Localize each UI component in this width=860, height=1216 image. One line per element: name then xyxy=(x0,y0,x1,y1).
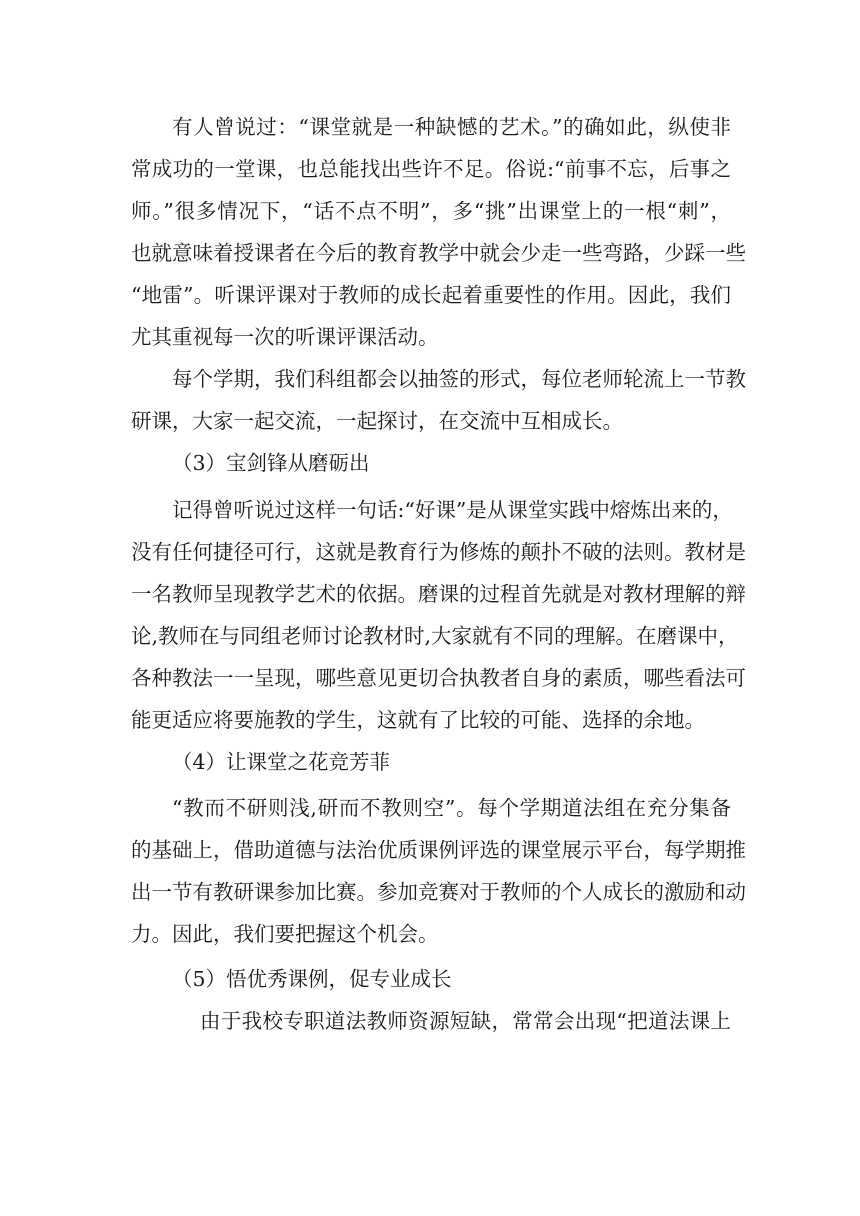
text-line: “地雷”。听课评课对于教师的成长起着重要性的作用。因此，我们 xyxy=(131,283,731,307)
text-line: 出一节有教研课参加比赛。参加竞赛对于教师的个人成长的激励和动 xyxy=(131,880,746,904)
text-line: 各种教法一一呈现，哪些意见更切合执教者自身的素质，哪些看法可 xyxy=(131,666,746,690)
section-heading: （4）让课堂之花竞芳菲 xyxy=(172,750,391,774)
section-heading: （3）宝剑锋从磨砺出 xyxy=(172,451,370,475)
text-line: 尤其重视每一次的听课评课活动。 xyxy=(131,325,439,349)
text-line: 师。”很多情况下，“话不点不明”，多“挑”出课堂上的一根“刺”， xyxy=(131,199,731,223)
text-line: 常成功的一堂课，也总能找出些许不足。俗说:“前事不忘，后事之 xyxy=(131,157,731,181)
text-line: “教而不研则浅,研而不教则空”。每个学期道法组在充分集备 xyxy=(172,796,731,820)
text-line: 也就意味着授课者在今后的教育教学中就会少走一些弯路，少踩一些 xyxy=(131,241,746,265)
text-line: 记得曾听说过这样一句话:“好课”是从课堂实践中熔炼出来的， xyxy=(172,498,733,522)
text-line: 论,教师在与同组老师讨论教材时,大家就有不同的理解。在磨课中， xyxy=(131,624,739,648)
text-line: 没有任何捷径可行，这就是教育行为修炼的颠扑不破的法则。教材是 xyxy=(131,540,746,564)
text-line: 有人曾说过：“课堂就是一种缺憾的艺术。”的确如此，纵使非 xyxy=(172,115,731,139)
text-line: 一名教师呈现教学艺术的依据。磨课的过程首先就是对教材理解的辩 xyxy=(131,582,746,606)
text-line: 研课，大家一起交流，一起探讨，在交流中互相成长。 xyxy=(131,409,623,433)
text-line: 每个学期，我们科组都会以抽签的形式，每位老师轮流上一节教 xyxy=(172,367,746,391)
text-line: 能更适应将要施教的学生，这就有了比较的可能、选择的余地。 xyxy=(131,708,705,732)
section-heading: （5）悟优秀课例，促专业成长 xyxy=(172,967,452,991)
text-line: 力。因此，我们要把握这个机会。 xyxy=(131,922,439,946)
text-line: 由于我校专职道法教师资源短缺，常常会出现“把道法课上 xyxy=(200,1009,731,1033)
text-line: 的基础上，借助道德与法治优质课例评选的课堂展示平台，每学期推 xyxy=(131,838,746,862)
